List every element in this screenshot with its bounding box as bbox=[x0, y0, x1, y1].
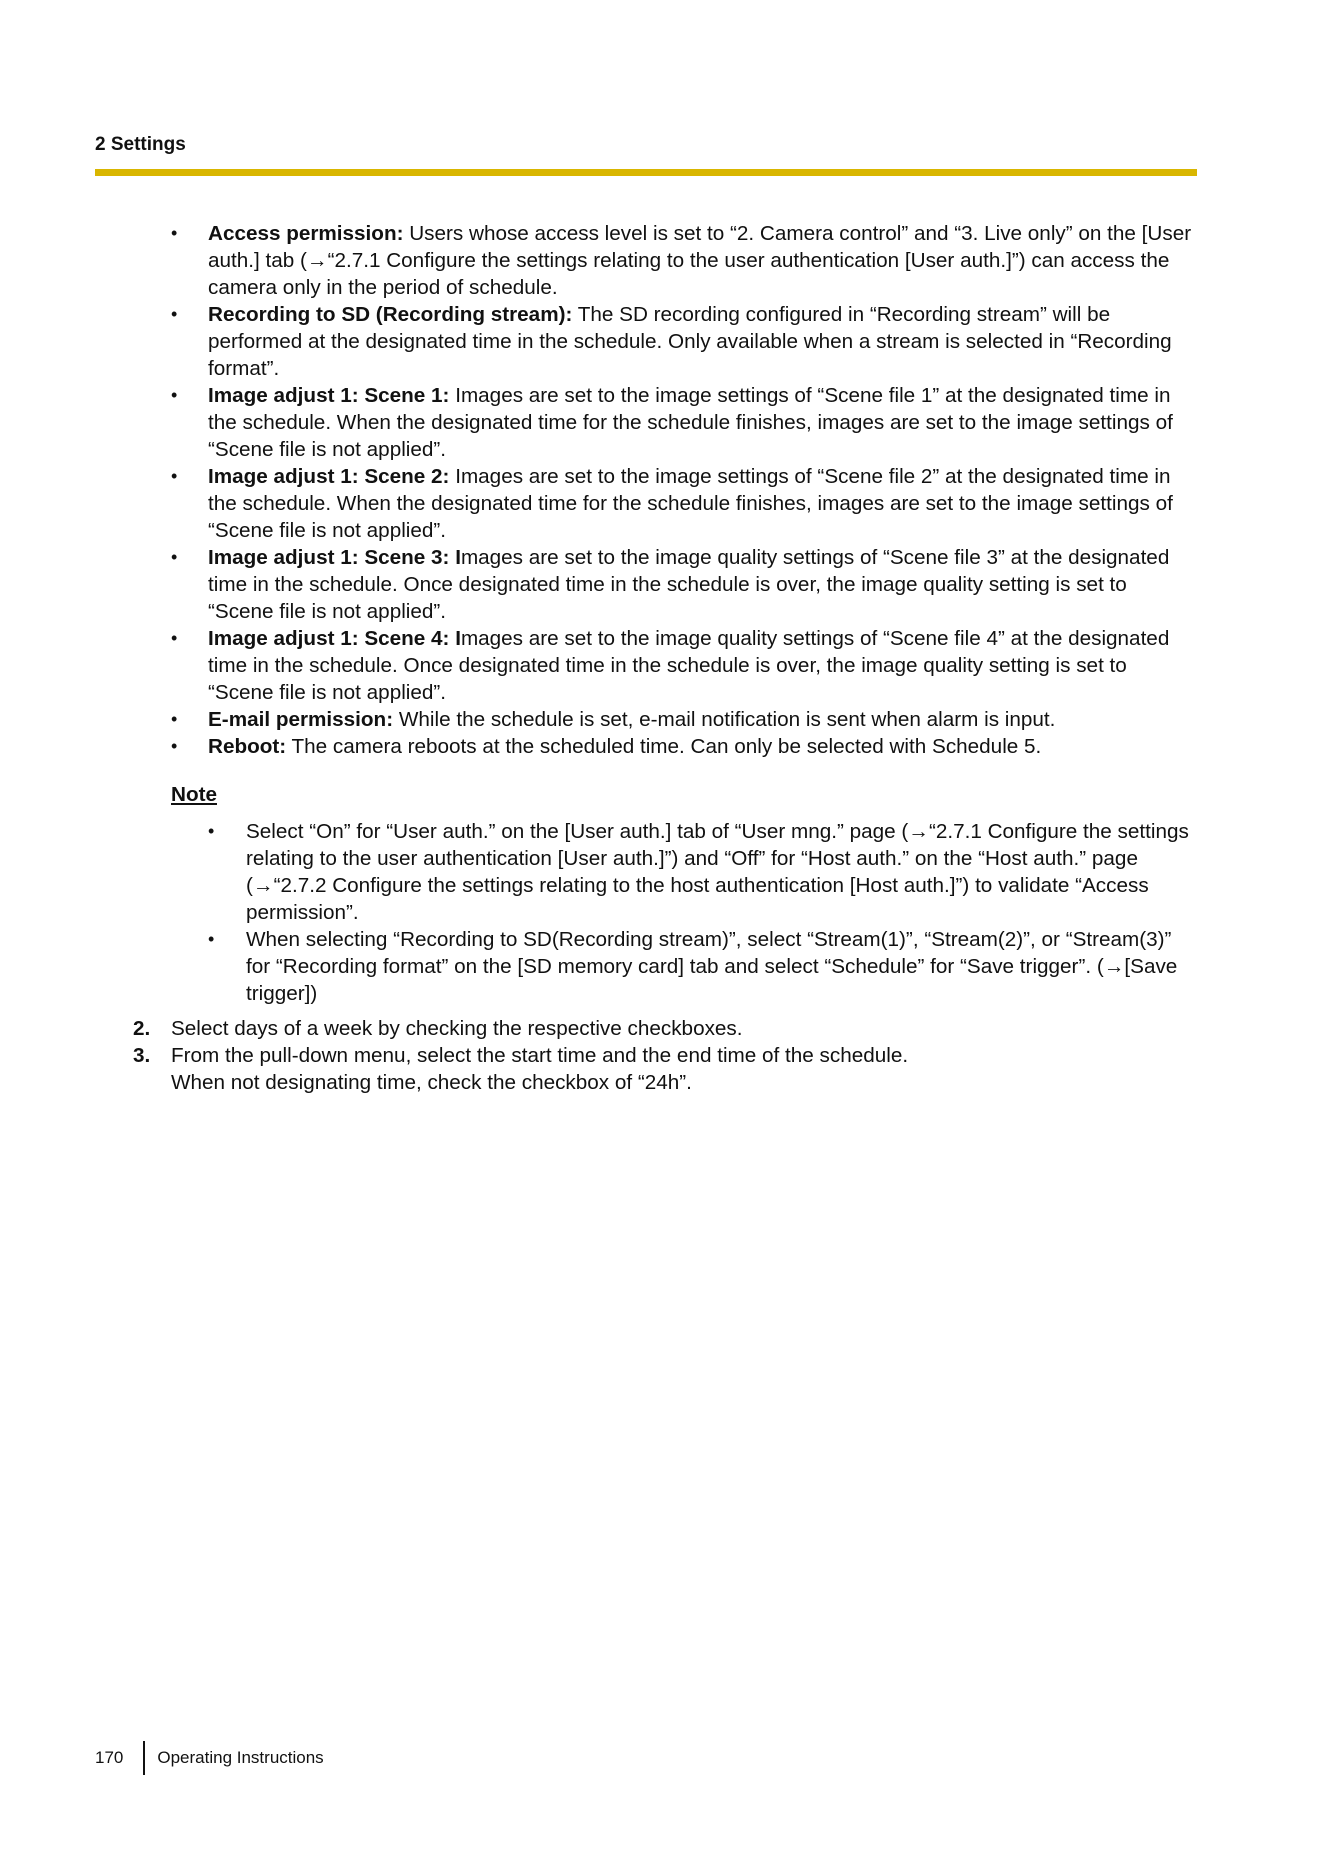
footer-divider bbox=[143, 1741, 145, 1775]
step-number: 2. bbox=[133, 1017, 151, 1040]
step-text: From the pull-down menu, select the start time and the end time of the schedule. bbox=[171, 1044, 909, 1067]
section-title: 2 Settings bbox=[95, 134, 186, 155]
item-term: Image adjust 1: Scene 1: bbox=[208, 384, 450, 407]
item-term: Recording to SD (Recording stream): bbox=[208, 303, 573, 326]
list-item-email-permission bbox=[95, 706, 1197, 733]
item-term: Image adjust 1: Scene 4: I bbox=[208, 627, 461, 650]
item-term: Access permission: bbox=[208, 222, 404, 245]
item-term: Image adjust 1: Scene 2: bbox=[208, 465, 450, 488]
item-text: While the schedule is set, e-mail notification is sent when alarm is input. bbox=[393, 708, 1056, 731]
step-list bbox=[95, 1015, 1197, 1096]
item-text: The SD recording configured in “Recording stream” will be performed at the designated time in the schedule. Only available when a stream is selected in “Recording format”. bbox=[208, 303, 1172, 380]
list-item-scene-2 bbox=[95, 463, 1197, 544]
item-text: The camera reboots at the scheduled time. Can only be selected with Schedule 5. bbox=[286, 735, 1042, 758]
step-number: 3. bbox=[133, 1044, 151, 1067]
item-text: mages are set to the image quality settings of “Scene file 3” at the designated time in the schedule. Once designated time in the schedule is over, the image quality setting is set to “Scene file is not applied”. bbox=[208, 546, 1170, 623]
header-rule bbox=[95, 169, 1197, 176]
list-item-scene-1 bbox=[95, 382, 1197, 463]
step-text: Select days of a week by checking the respective checkboxes. bbox=[171, 1017, 743, 1040]
step-text: When not designating time, check the checkbox of “24h”. bbox=[171, 1071, 692, 1094]
item-term: Reboot: bbox=[208, 735, 287, 758]
list-item-scene-4 bbox=[95, 625, 1197, 706]
note-heading: Note bbox=[171, 783, 217, 806]
step-item bbox=[95, 1042, 1197, 1096]
list-item-scene-3 bbox=[95, 544, 1197, 625]
step-item bbox=[95, 1015, 1197, 1042]
item-term: Image adjust 1: Scene 3: I bbox=[208, 546, 461, 569]
document-title: Operating Instructions bbox=[157, 1748, 324, 1767]
list-item-reboot bbox=[95, 733, 1197, 760]
note-list bbox=[95, 818, 1197, 1007]
page-number: 170 bbox=[95, 1748, 124, 1767]
page-content bbox=[95, 220, 1197, 1096]
list-item-access-permission bbox=[95, 220, 1197, 301]
page-footer bbox=[95, 1741, 324, 1775]
item-term: E-mail permission: bbox=[208, 708, 394, 731]
note-item: • Select “On” for “User auth.” on the [User auth.] tab of “User mng.” page (→“2.7.1 Configure the settings relating to the user authentication [User auth.]”) and “Off” for “Host auth.” on the “Host auth.” page (→“2.7.2 Configure the settings relating to the host authentication [Host auth.]”) to validate “Access permission”. bbox=[95, 818, 1197, 926]
list-item-recording-to-sd bbox=[95, 301, 1197, 382]
item-text: mages are set to the image quality settings of “Scene file 4” at the designated time in the schedule. Once designated time in the schedule is over, the image quality setting is set to “Scene file is not applied”. bbox=[208, 627, 1170, 704]
item-text: Images are set to the image settings of “Scene file 1” at the designated time in the schedule. When the designated time for the schedule finishes, images are set to the image settings of “Scene file is not applied”. bbox=[208, 384, 1173, 461]
note-item: • When selecting “Recording to SD(Recording stream)”, select “Stream(1)”, “Stream(2)”, or “Stream(3)” for “Recording format” on the [SD memory card] tab and select “Schedule” for “Save trigger”. (→[Save trigger]) bbox=[95, 926, 1197, 1007]
item-text: Images are set to the image settings of “Scene file 2” at the designated time in the schedule. When the designated time for the schedule finishes, images are set to the image settings of “Scene file is not applied”. bbox=[208, 465, 1173, 542]
schedule-permission-list bbox=[95, 220, 1197, 760]
item-text: Users whose access level is set to “2. Camera control” and “3. Live only” on the [User auth.] tab (→“2.7.1 Configure the settings relating to the user authentication [User auth.]”) can access the camera only in the period of schedule. bbox=[208, 222, 1192, 299]
